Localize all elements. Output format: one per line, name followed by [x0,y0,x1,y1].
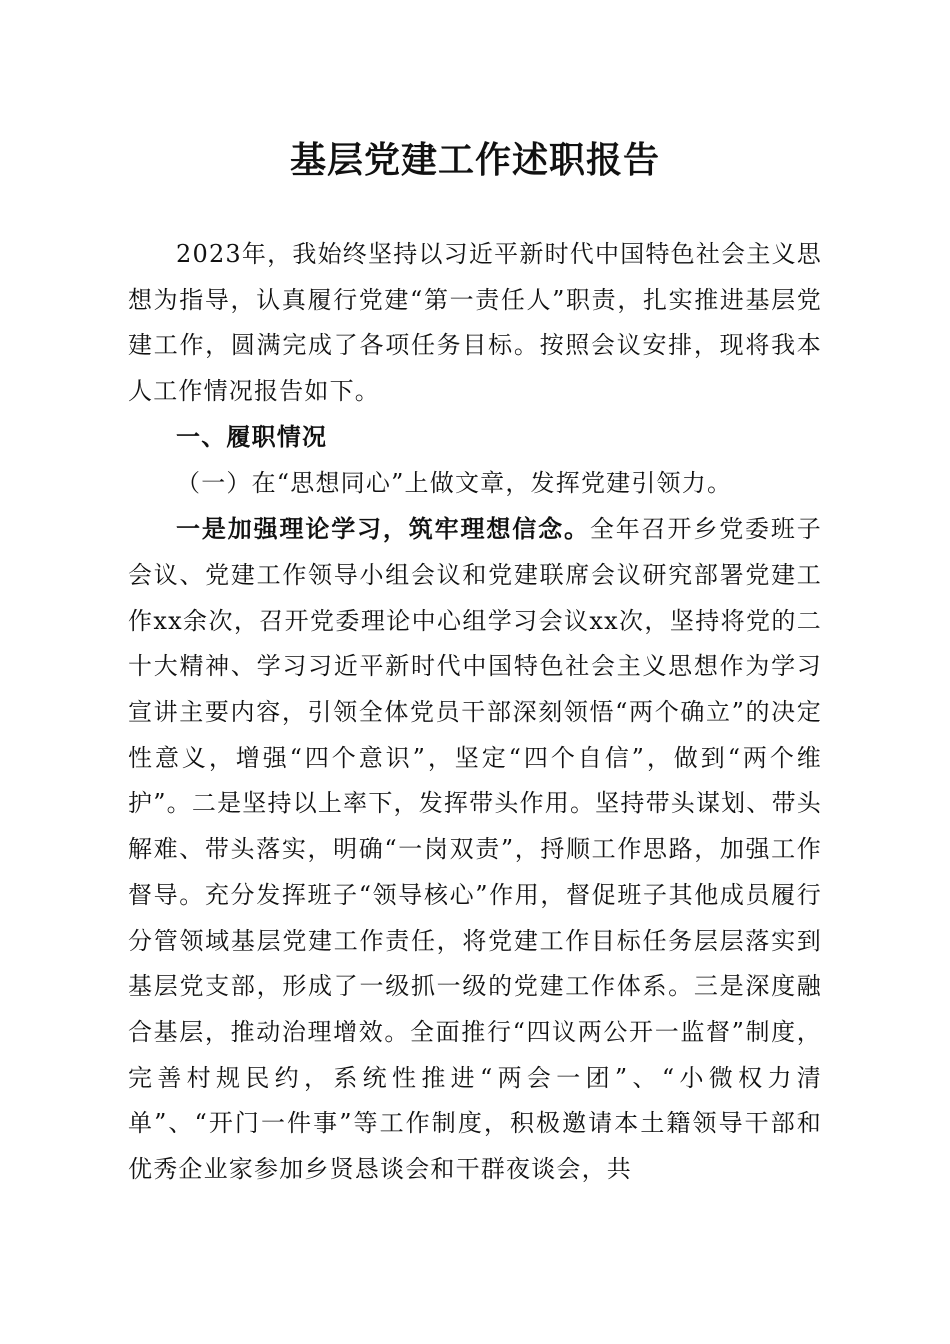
body-paragraph [128,506,822,1193]
subsection-heading: （一）在“思想同心”上做文章，发挥党建引领力。 [176,468,733,497]
document-body [128,232,822,1193]
section-heading: 一、履职情况 [176,422,328,451]
paragraph-text: 全年召开乡党委班子会议、党建工作领导小组会议和党建联席会议研究部署党建工作xx余次，召开党委理论中心组学习会议xx次，坚持将党的二十大精神、学习习近平新时代中国特色社会主义思想作为学习宣讲主要内容，引领全体党员干部深刻领悟“两个确立”的决定性意义，增强“四个意识”，坚定“四个自信”，做到“两个维护”。二是坚持以上率下，发挥带头作用。坚持带头谋划、带头解难、带头落实，明确“一岗双责”，捋顺工作思路，加强工作督导。充分发挥班子“领导核心”作用，督促班子其他成员履行分管领域基层党建工作责任，将党建工作目标任务层层落实到基层党支部，形成了一级抓一级的党建工作体系。三是深度融合基层，推动治理增效。全面推行“四议两公开一监督”制度，完善村规民约，系统性推进“两会一团”、“小微权力清单”、“开门一件事”等工作制度，积极邀请本土籍领导干部和优秀企业家参加乡贤恳谈会和干群夜谈会，共 [128,515,822,1184]
document-title: 基层党建工作述职报告 [289,139,660,181]
paragraph-lead: 一是加强理论学习，筑牢理想信念。 [176,514,590,544]
intro-paragraph: 2023年，我始终坚持以习近平新时代中国特色社会主义思想为指导，认真履行党建“第一责任人”职责，扎实推进基层党建工作，圆满完成了各项任务目标。按照会议安排，现将我本人工作情况报告如下。 [128,240,822,406]
